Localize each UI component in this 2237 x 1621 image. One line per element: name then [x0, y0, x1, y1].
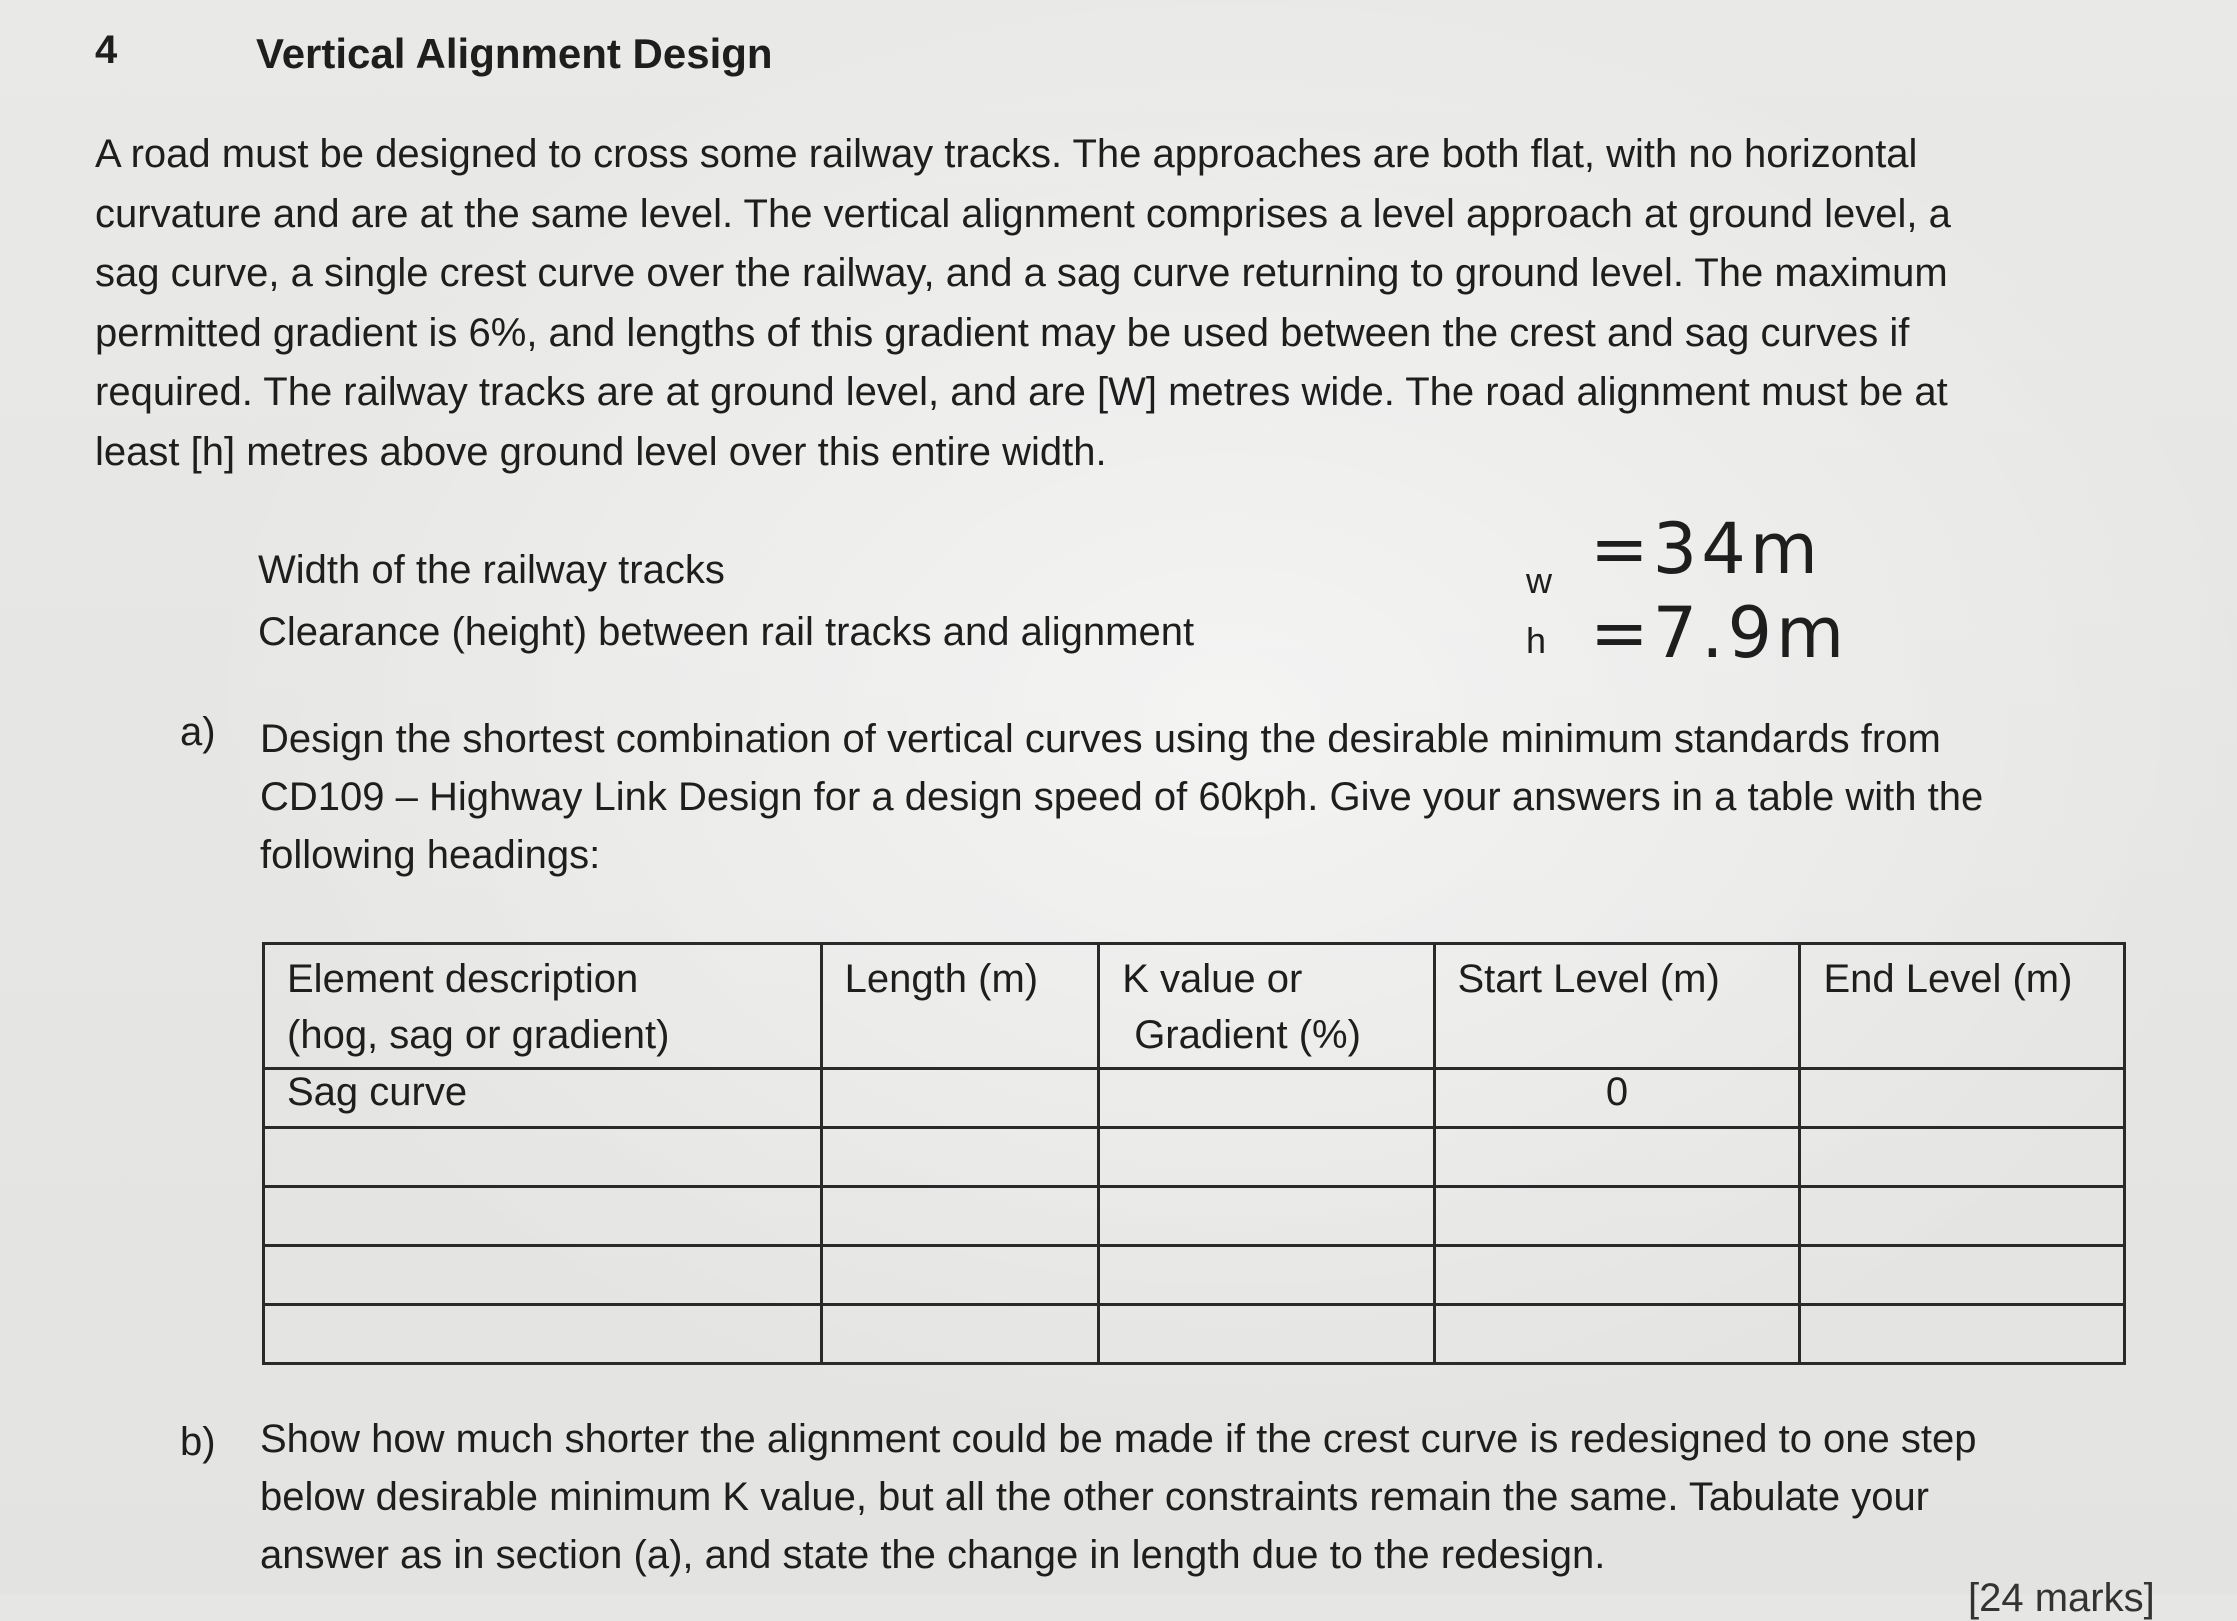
paragraph-line: required. The railway tracks are at ground level, and are [W] metres wide. The road alignment must be at: [95, 370, 1948, 414]
table-cell[interactable]: [1800, 1305, 2125, 1364]
table-cell[interactable]: [264, 1246, 822, 1305]
part-a-text: [260, 710, 1983, 884]
paragraph-line: permitted gradient is 6%, and lengths of this gradient may be used between the crest and sag curves if: [95, 310, 1910, 355]
table-cell[interactable]: 0: [1434, 1069, 1800, 1128]
table-cell[interactable]: [1800, 1187, 2125, 1246]
handwritten-width-value: =34m: [1590, 508, 1822, 590]
paragraph-line: A road must be designed to cross some railway tracks. The approaches are both flat, with no horizontal: [95, 132, 1918, 176]
table-cell[interactable]: [821, 1069, 1099, 1128]
table-row: [264, 1305, 2125, 1364]
param-symbol-h: h: [1526, 620, 1547, 661]
part-b-text: [260, 1410, 1977, 1584]
table-cell[interactable]: [1434, 1246, 1800, 1305]
header-line: Length (m): [844, 957, 1039, 1001]
part-a-line: following headings:: [260, 833, 601, 877]
header-start-level: [1434, 944, 1800, 1069]
table-cell[interactable]: Sag curve: [264, 1069, 822, 1128]
table-row: [264, 1128, 2125, 1187]
table-cell[interactable]: [1800, 1246, 2125, 1305]
table-cell[interactable]: [821, 1305, 1099, 1364]
header-line: Element description: [287, 957, 639, 1001]
table-cell[interactable]: [264, 1187, 822, 1246]
table-cell[interactable]: [821, 1246, 1099, 1305]
table-row: [264, 1246, 2125, 1305]
table-cell[interactable]: [1800, 1069, 2125, 1128]
table-cell[interactable]: [1099, 1069, 1434, 1128]
table-cell[interactable]: [1099, 1305, 1434, 1364]
part-b-line: answer as in section (a), and state the change in length due to the redesign.: [260, 1533, 1606, 1577]
table-cell[interactable]: [264, 1305, 822, 1364]
table-cell[interactable]: [1099, 1128, 1434, 1187]
param-label-width: Width of the railway tracks: [258, 548, 725, 592]
table-header-row: [264, 944, 2125, 1069]
answer-table: [262, 942, 2126, 1365]
paragraph-line: sag curve, a single crest curve over the railway, and a sag curve returning to ground level. The maximum: [95, 251, 1948, 295]
header-end-level: [1800, 944, 2125, 1069]
param-label-clearance: Clearance (height) between rail tracks and alignment: [258, 610, 1195, 654]
header-k-value: [1099, 944, 1434, 1069]
header-line: Gradient (%): [1134, 1013, 1361, 1057]
part-b-line: Show how much shorter the alignment could be made if the crest curve is redesigned to one step: [260, 1417, 1977, 1461]
table-cell[interactable]: [1434, 1128, 1800, 1187]
header-line: (hog, sag or gradient): [287, 1013, 670, 1057]
table-cell[interactable]: [1800, 1128, 2125, 1187]
header-length: [821, 944, 1099, 1069]
part-a-line: CD109 – Highway Link Design for a design speed of 60kph. Give your answers in a table with the: [260, 775, 1984, 819]
part-a-marker: a): [180, 710, 216, 754]
table-cell[interactable]: [1434, 1187, 1800, 1246]
paragraph-line: curvature and are at the same level. The vertical alignment comprises a level approach at ground level, a: [95, 191, 1951, 236]
handwritten-clearance-value: =7.9m: [1590, 592, 1849, 674]
question-paragraph: [95, 125, 2165, 482]
table-cell[interactable]: [821, 1187, 1099, 1246]
table-row: [264, 1069, 2125, 1128]
table-cell[interactable]: [1099, 1187, 1434, 1246]
table-row: [264, 1187, 2125, 1246]
marks-note: [24 marks]: [1968, 1576, 2155, 1620]
part-b-marker: b): [180, 1420, 216, 1464]
table-cell[interactable]: [264, 1128, 822, 1187]
question-title: Vertical Alignment Design: [256, 30, 773, 77]
header-line: End Level (m): [1823, 957, 2073, 1001]
paragraph-line: least [h] metres above ground level over this entire width.: [95, 429, 1107, 474]
header-line: K value or: [1122, 957, 1303, 1001]
header-element-description: [264, 944, 822, 1069]
table-cell[interactable]: [821, 1128, 1099, 1187]
table-cell[interactable]: [1434, 1305, 1800, 1364]
param-symbol-w: w: [1526, 560, 1552, 601]
header-line: Start Level (m): [1457, 957, 1720, 1001]
part-a-line: Design the shortest combination of vertical curves using the desirable minimum standards from: [260, 717, 1941, 761]
table-cell[interactable]: [1099, 1246, 1434, 1305]
question-number: 4: [95, 28, 118, 72]
part-b-line: below desirable minimum K value, but all the other constraints remain the same. Tabulate your: [260, 1475, 1930, 1519]
